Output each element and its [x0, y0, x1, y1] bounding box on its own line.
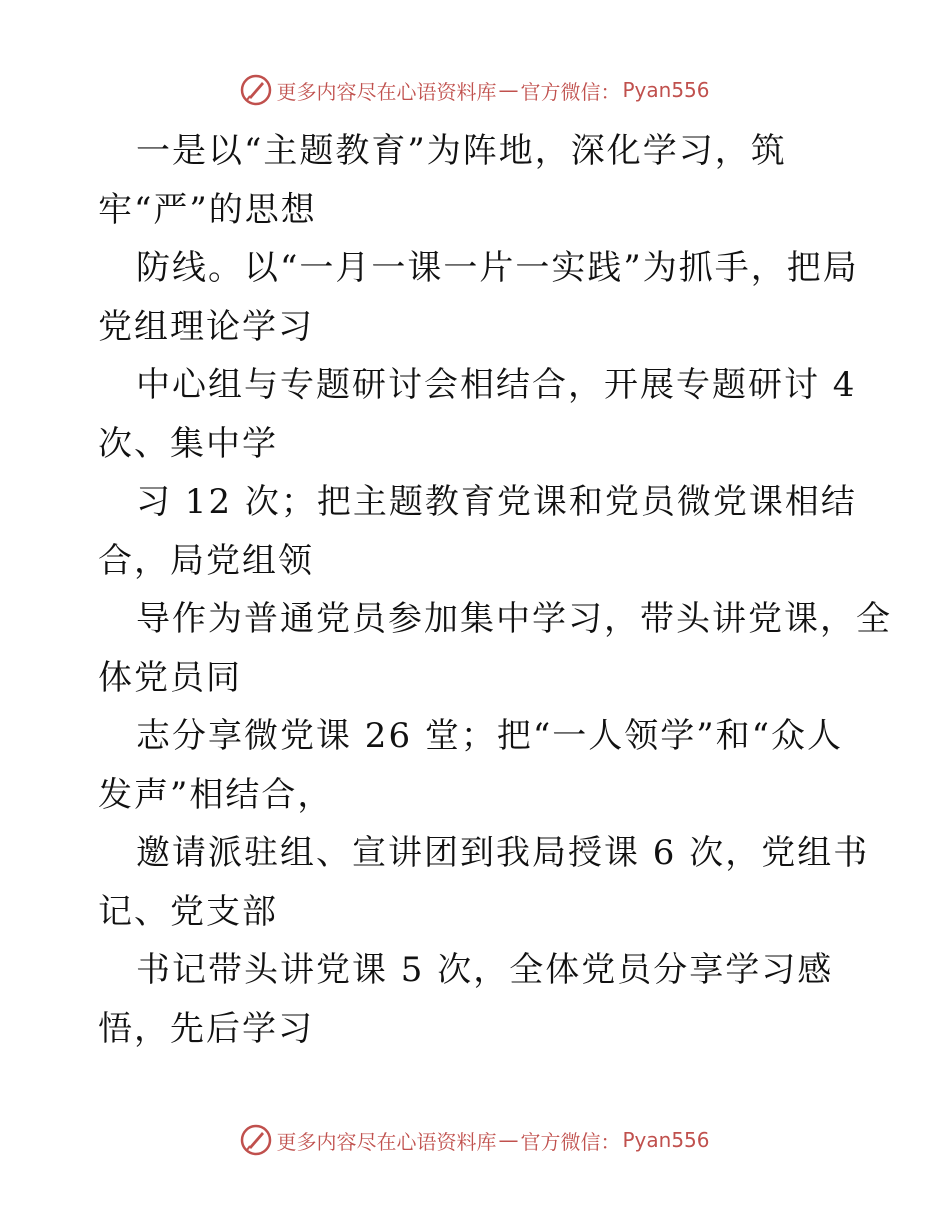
text-line: 记、党支部 [98, 891, 278, 932]
official-label: 官方微信： [520, 79, 621, 104]
document-body [0, 122, 950, 1058]
header-banner [0, 70, 950, 110]
wechat-id: Pyan556 [622, 78, 710, 102]
wechat-id: Pyan556 [622, 1128, 710, 1152]
text-line: 牢“严”的思想 [98, 189, 317, 230]
quill-logo-icon [240, 74, 272, 106]
text-line: 防线。以“一月一课一片一实践”为抓手，把局 [136, 248, 859, 288]
separator-dash: — [498, 78, 519, 102]
text-line: 邀请派驻组、宣讲团到我局授课 6 次，党组书 [136, 833, 870, 873]
text-line: 一是以“主题教育”为阵地，深化学习，筑 [136, 131, 787, 171]
text-line: 合，局党组领 [98, 540, 314, 581]
text-line: 悟，先后学习 [98, 1008, 314, 1049]
text-line: 次、集中学 [98, 423, 278, 464]
text-line: 发声”相结合， [98, 774, 334, 815]
separator-dash: — [498, 1128, 519, 1152]
promo-text: 更多内容尽在心语资料库 [276, 79, 497, 104]
footer-banner [0, 1120, 950, 1160]
official-label: 官方微信： [520, 1129, 621, 1154]
text-line: 导作为普通党员参加集中学习，带头讲党课，全 [136, 599, 892, 639]
text-line: 中心组与专题研讨会相结合，开展专题研讨 4 [136, 365, 857, 405]
quill-logo-icon [240, 1124, 272, 1156]
text-line: 党组理论学习 [98, 306, 314, 347]
text-line: 书记带头讲党课 5 次，全体党员分享学习感 [136, 950, 834, 990]
text-line: 习 12 次；把主题教育党课和党员微党课相结 [136, 482, 857, 522]
text-line: 体党员同 [98, 657, 242, 698]
promo-text: 更多内容尽在心语资料库 [276, 1129, 497, 1154]
text-line: 志分享微党课 26 堂；把“一人领学”和“众人 [136, 716, 844, 756]
